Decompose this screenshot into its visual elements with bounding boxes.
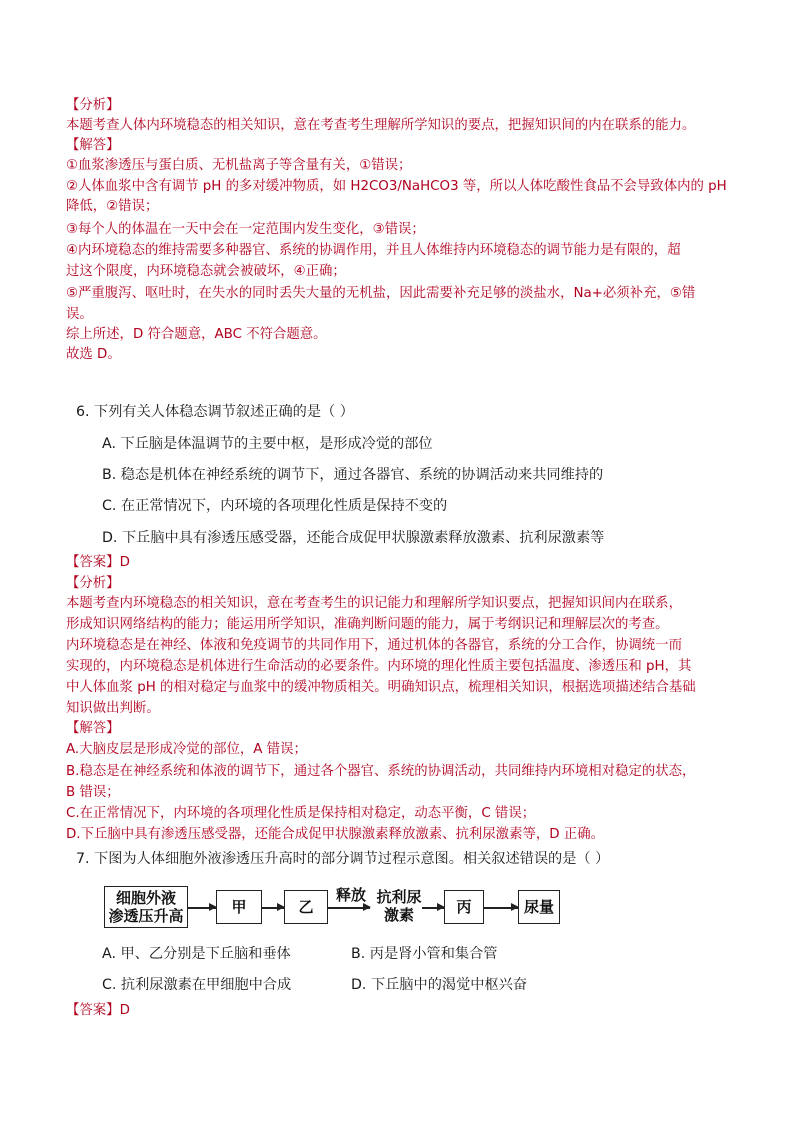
- analysis-line: 本题考查内环境稳态的相关知识，意在考查考生的识记能力和理解所学知识要点，把握知识间内在联系，: [66, 596, 682, 611]
- solution-line: B 错误；: [66, 785, 120, 800]
- regulation-flow-diagram: [104, 882, 564, 932]
- q6-option-d: D. 下丘脑中具有渗透压感受器，还能合成促甲状腺激素释放激素、抗利尿激素等: [102, 530, 605, 546]
- solution-line: 降低，②错误；: [66, 199, 159, 214]
- arrow-4: [422, 907, 444, 909]
- solution-line: ②人体血浆中含有调节 pH 的多对缓冲物质，如 H2CO3/NaHCO3 等，所以人体吃酸性食品不会导致体内的 pH: [66, 179, 727, 194]
- arrow-2: [262, 907, 284, 909]
- analysis-line: 中人体血浆 pH 的相对稳定与血浆中的缓冲物质相关。明确知识点，梳理相关知识，根据选项描述结合基础: [66, 680, 696, 695]
- q7-answer: [66, 1001, 130, 1020]
- hormone-label-line2: 激素: [383, 906, 414, 924]
- arrow-1: [188, 907, 216, 909]
- question-6-stem: 6. 下列有关人体稳态调节叙述正确的是（ ）: [76, 404, 354, 420]
- arrow-3: [328, 907, 370, 909]
- q7-option-a: A. 甲、乙分别是下丘脑和垂体: [102, 946, 291, 962]
- analysis-tag: 【分析】: [66, 98, 120, 113]
- analysis-line: 形成知识网络结构的能力；能运用所学知识，准确判断问题的能力，属于考纲识记和理解层次的考查。: [66, 617, 669, 632]
- answer-value: D: [119, 1003, 130, 1018]
- solution-line: 故选 D。: [66, 347, 121, 362]
- question-7-stem: 7. 下图为人体细胞外液渗透压升高时的部分调节过程示意图。相关叙述错误的是（ ）: [76, 851, 610, 867]
- solution-line: ③每个人的体温在一天中会在一定范围内发生变化，③错误；: [66, 222, 425, 237]
- diagram-box-start-line2: 渗透压升高: [108, 907, 184, 925]
- diagram-box-yi: 乙: [284, 890, 328, 924]
- solution-tag: 【解答】: [66, 721, 120, 736]
- answer-tag: 【答案】: [66, 1003, 120, 1018]
- solution-line: B.稳态是在神经系统和体液的调节下，通过各个器官、系统的协调活动，共同维持内环境相对稳定的状态，: [66, 764, 696, 779]
- solution-line: ①血浆渗透压与蛋白质、无机盐离子等含量有关，①错误；: [66, 158, 412, 173]
- analysis-tag: 【分析】: [66, 576, 120, 591]
- q7-option-d: D. 下丘脑中的渴觉中枢兴奋: [351, 977, 528, 993]
- q6-answer: [66, 553, 130, 572]
- solution-line: 过这个限度，内环境稳态就会被破坏，④正确；: [66, 264, 346, 279]
- q7-option-b: B. 丙是肾小管和集合管: [351, 946, 498, 962]
- analysis-text: 本题考查人体内环境稳态的相关知识，意在考查考生理解所学知识的要点，把握知识间的内在联系的能力。: [66, 118, 696, 133]
- diagram-box-start-line1: 细胞外液: [115, 889, 176, 907]
- diagram-box-urine: 尿量: [518, 890, 560, 924]
- answer-tag: 【解答】: [66, 138, 120, 153]
- analysis-line: 内环境稳态是在神经、体液和免疫调节的共同作用下，通过机体的各器官，系统的分工合作，协调统一而: [66, 638, 682, 653]
- q7-option-c: C. 抗利尿激素在甲细胞中合成: [102, 977, 292, 993]
- solution-line: D.下丘脑中具有渗透压感受器，还能合成促甲状腺激素释放激素、抗利尿激素等，D 正确。: [66, 827, 604, 842]
- q6-option-c: C. 在正常情况下，内环境的各项理化性质是保持不变的: [102, 498, 448, 514]
- solution-line: C.在正常情况下，内环境的各项理化性质是保持相对稳定，动态平衡，C 错误；: [66, 806, 536, 821]
- analysis-line: 知识做出判断。: [66, 701, 160, 716]
- diagram-box-bing: 丙: [444, 890, 484, 924]
- solution-line: 综上所述，D 符合题意，ABC 不符合题意。: [66, 327, 327, 342]
- diagram-box-jia: 甲: [216, 890, 262, 924]
- solution-line: ⑤严重腹泻、呕吐时，在失水的同时丢失大量的无机盐，因此需要补充足够的淡盐水，Na+必须补充，⑤错: [66, 286, 696, 301]
- q6-option-a: A. 下丘脑是体温调节的主要中枢，是形成冷觉的部位: [102, 436, 433, 452]
- diagram-box-start: [104, 886, 188, 928]
- q6-option-b: B. 稳态是机体在神经系统的调节下，通过各器官、系统的协调活动来共同维持的: [102, 467, 604, 483]
- answer-value: D: [119, 555, 130, 570]
- answer-tag: 【答案】: [66, 555, 120, 570]
- solution-line: ④内环境稳态的维持需要多种器官、系统的协调作用，并且人体维持内环境稳态的调节能力是有限的，超: [66, 243, 681, 258]
- hormone-label-line1: 抗利尿: [376, 888, 422, 906]
- solution-line: 误。: [66, 307, 93, 322]
- solution-line: A.大脑皮层是形成冷觉的部位，A 错误；: [66, 742, 307, 757]
- arrow-5: [484, 907, 518, 909]
- arrow-label-release: 释放: [335, 886, 366, 904]
- analysis-line: 实现的，内环境稳态是机体进行生命活动的必要条件。内环境的理化性质主要包括温度、渗透压和 pH，其: [66, 659, 692, 674]
